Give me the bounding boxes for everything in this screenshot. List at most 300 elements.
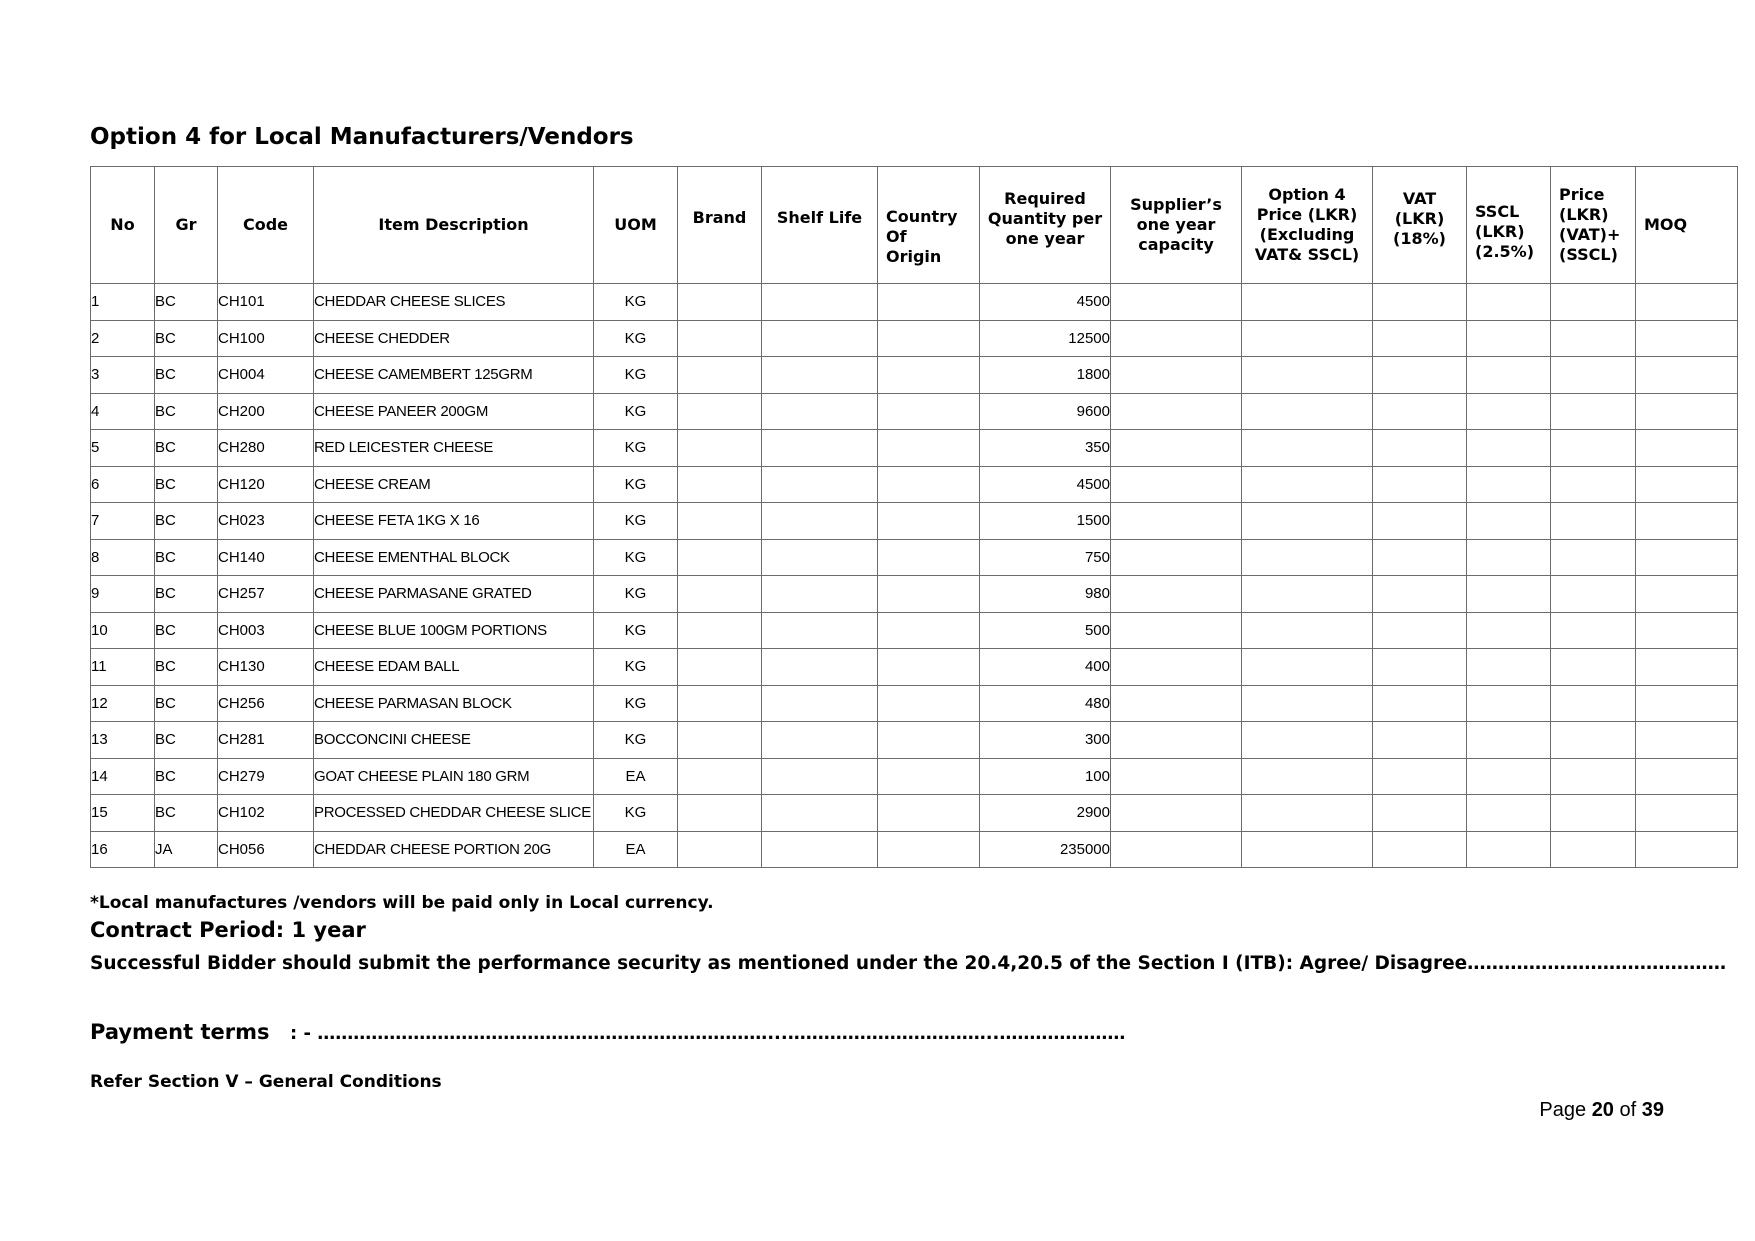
cell-no: 11 xyxy=(91,649,155,686)
header-option4-line-2: Price (LKR) xyxy=(1256,205,1358,224)
cell-moq xyxy=(1636,722,1738,759)
cell-item-description: CHEESE EMENTHAL BLOCK xyxy=(314,539,594,576)
items-table xyxy=(90,166,1738,868)
cell-option4-price xyxy=(1242,503,1373,540)
cell-brand xyxy=(678,357,762,394)
cell-supplier-capacity xyxy=(1111,649,1242,686)
table-row xyxy=(91,393,1738,430)
cell-supplier-capacity xyxy=(1111,576,1242,613)
cell-gr: BC xyxy=(155,284,218,321)
cell-code: CH100 xyxy=(218,320,314,357)
header-option4-line-1: Option 4 xyxy=(1268,185,1346,204)
cell-gr: BC xyxy=(155,320,218,357)
header-country-of-origin xyxy=(878,167,980,284)
cell-code: CH003 xyxy=(218,612,314,649)
cell-brand xyxy=(678,576,762,613)
cell-sscl xyxy=(1467,758,1551,795)
cell-shelf-life xyxy=(762,649,878,686)
cell-shelf-life xyxy=(762,284,878,321)
cell-shelf-life xyxy=(762,576,878,613)
cell-item-description: CHEESE CAMEMBERT 125GRM xyxy=(314,357,594,394)
cell-vat xyxy=(1373,722,1467,759)
cell-code: CH023 xyxy=(218,503,314,540)
cell-item-description: CHEESE CHEDDER xyxy=(314,320,594,357)
cell-brand xyxy=(678,831,762,868)
cell-shelf-life xyxy=(762,539,878,576)
cell-sscl xyxy=(1467,576,1551,613)
page-current: 20 xyxy=(1591,1099,1614,1121)
cell-no: 9 xyxy=(91,576,155,613)
header-country-line-3: Origin xyxy=(886,247,942,266)
table-row xyxy=(91,795,1738,832)
cell-item-description: CHEESE PANEER 200GM xyxy=(314,393,594,430)
contract-period: Contract Period: 1 year xyxy=(90,918,366,942)
cell-shelf-life xyxy=(762,612,878,649)
cell-vat xyxy=(1373,284,1467,321)
cell-price-total xyxy=(1551,284,1636,321)
cell-option4-price xyxy=(1242,795,1373,832)
header-country-line-2: Of xyxy=(886,227,907,246)
cell-item-description: CHEESE CREAM xyxy=(314,466,594,503)
cell-option4-price xyxy=(1242,612,1373,649)
cell-vat xyxy=(1373,430,1467,467)
header-sscl-line-1: SSCL xyxy=(1475,202,1520,221)
cell-uom: KG xyxy=(594,393,678,430)
cell-price-total xyxy=(1551,320,1636,357)
cell-uom: KG xyxy=(594,357,678,394)
cell-uom: KG xyxy=(594,320,678,357)
cell-country-of-origin xyxy=(878,612,980,649)
cell-shelf-life xyxy=(762,320,878,357)
cell-code: CH200 xyxy=(218,393,314,430)
cell-uom: KG xyxy=(594,685,678,722)
cell-gr: BC xyxy=(155,503,218,540)
table-row xyxy=(91,320,1738,357)
cell-country-of-origin xyxy=(878,466,980,503)
cell-no: 3 xyxy=(91,357,155,394)
cell-country-of-origin xyxy=(878,539,980,576)
header-option4-line-4: VAT& SSCL) xyxy=(1254,245,1360,264)
cell-gr: BC xyxy=(155,649,218,686)
cell-country-of-origin xyxy=(878,503,980,540)
cell-brand xyxy=(678,758,762,795)
cell-supplier-capacity xyxy=(1111,503,1242,540)
performance-security-statement: Successful Bidder should submit the performance security as mentioned under the 20.4,20.5 of the Section I (ITB): Agree/ Disagree…………………………………… xyxy=(90,953,1727,974)
header-uom: UOM xyxy=(594,167,678,284)
cell-vat xyxy=(1373,466,1467,503)
cell-option4-price xyxy=(1242,649,1373,686)
cell-required-quantity: 300 xyxy=(980,722,1111,759)
cell-code: CH056 xyxy=(218,831,314,868)
cell-country-of-origin xyxy=(878,393,980,430)
cell-uom: KG xyxy=(594,795,678,832)
header-option4-price xyxy=(1242,167,1373,284)
table-row xyxy=(91,357,1738,394)
cell-shelf-life xyxy=(762,393,878,430)
header-vat-line-3: (18%) xyxy=(1393,229,1446,248)
cell-sscl xyxy=(1467,722,1551,759)
table-row xyxy=(91,430,1738,467)
header-price-total xyxy=(1551,167,1636,284)
cell-gr: BC xyxy=(155,357,218,394)
cell-moq xyxy=(1636,576,1738,613)
cell-sscl xyxy=(1467,430,1551,467)
cell-required-quantity: 1800 xyxy=(980,357,1111,394)
cell-no: 6 xyxy=(91,466,155,503)
cell-vat xyxy=(1373,357,1467,394)
cell-uom: EA xyxy=(594,758,678,795)
cell-option4-price xyxy=(1242,393,1373,430)
cell-moq xyxy=(1636,357,1738,394)
cell-moq xyxy=(1636,649,1738,686)
page-middle: of xyxy=(1619,1099,1637,1121)
cell-gr: BC xyxy=(155,539,218,576)
cell-sscl xyxy=(1467,320,1551,357)
local-currency-note: *Local manufactures /vendors will be paid only in Local currency. xyxy=(90,893,714,913)
table-row xyxy=(91,284,1738,321)
header-required-quantity xyxy=(980,167,1111,284)
cell-option4-price xyxy=(1242,758,1373,795)
cell-gr: BC xyxy=(155,430,218,467)
page-prefix: Page xyxy=(1539,1099,1587,1121)
cell-price-total xyxy=(1551,831,1636,868)
cell-uom: KG xyxy=(594,539,678,576)
payment-terms-label: Payment terms xyxy=(90,1020,270,1044)
cell-vat xyxy=(1373,576,1467,613)
cell-supplier-capacity xyxy=(1111,685,1242,722)
cell-country-of-origin xyxy=(878,649,980,686)
cell-shelf-life xyxy=(762,795,878,832)
cell-moq xyxy=(1636,758,1738,795)
header-option4-line-3: (Excluding xyxy=(1259,225,1355,244)
cell-country-of-origin xyxy=(878,430,980,467)
cell-item-description: GOAT CHEESE PLAIN 180 GRM xyxy=(314,758,594,795)
table-row xyxy=(91,576,1738,613)
payment-terms xyxy=(90,1020,1125,1044)
cell-option4-price xyxy=(1242,685,1373,722)
cell-required-quantity: 4500 xyxy=(980,284,1111,321)
cell-sscl xyxy=(1467,466,1551,503)
cell-brand xyxy=(678,722,762,759)
header-supplier-capacity xyxy=(1111,167,1242,284)
cell-country-of-origin xyxy=(878,320,980,357)
cell-no: 8 xyxy=(91,539,155,576)
cell-price-total xyxy=(1551,576,1636,613)
header-code: Code xyxy=(218,167,314,284)
cell-sscl xyxy=(1467,649,1551,686)
cell-moq xyxy=(1636,685,1738,722)
header-price-line-2: (LKR) xyxy=(1559,205,1609,224)
cell-brand xyxy=(678,393,762,430)
cell-sscl xyxy=(1467,795,1551,832)
cell-option4-price xyxy=(1242,320,1373,357)
cell-required-quantity: 100 xyxy=(980,758,1111,795)
cell-brand xyxy=(678,430,762,467)
cell-brand xyxy=(678,466,762,503)
cell-brand xyxy=(678,503,762,540)
table-body xyxy=(91,284,1738,868)
cell-required-quantity: 9600 xyxy=(980,393,1111,430)
cell-sscl xyxy=(1467,685,1551,722)
cell-supplier-capacity xyxy=(1111,357,1242,394)
cell-option4-price xyxy=(1242,357,1373,394)
cell-brand xyxy=(678,612,762,649)
cell-uom: KG xyxy=(594,649,678,686)
cell-brand xyxy=(678,795,762,832)
header-moq: MOQ xyxy=(1636,167,1738,284)
cell-required-quantity: 750 xyxy=(980,539,1111,576)
header-vat-line-2: (LKR) xyxy=(1394,209,1445,228)
cell-no: 5 xyxy=(91,430,155,467)
cell-required-quantity: 980 xyxy=(980,576,1111,613)
header-country-line-1: Country xyxy=(886,207,958,226)
cell-required-quantity: 480 xyxy=(980,685,1111,722)
cell-brand xyxy=(678,284,762,321)
cell-price-total xyxy=(1551,795,1636,832)
cell-shelf-life xyxy=(762,430,878,467)
cell-supplier-capacity xyxy=(1111,284,1242,321)
cell-vat xyxy=(1373,758,1467,795)
cell-gr: BC xyxy=(155,466,218,503)
table-row xyxy=(91,685,1738,722)
cell-code: CH130 xyxy=(218,649,314,686)
cell-shelf-life xyxy=(762,503,878,540)
header-item-description: Item Description xyxy=(314,167,594,284)
header-vat-line-1: VAT xyxy=(1402,189,1437,208)
cell-supplier-capacity xyxy=(1111,320,1242,357)
cell-vat xyxy=(1373,831,1467,868)
cell-brand xyxy=(678,539,762,576)
cell-sscl xyxy=(1467,831,1551,868)
cell-option4-price xyxy=(1242,576,1373,613)
cell-supplier-capacity xyxy=(1111,831,1242,868)
cell-brand xyxy=(678,320,762,357)
header-sscl-line-2: (LKR) xyxy=(1475,222,1525,241)
cell-no: 10 xyxy=(91,612,155,649)
cell-moq xyxy=(1636,320,1738,357)
cell-option4-price xyxy=(1242,466,1373,503)
cell-no: 16 xyxy=(91,831,155,868)
page-total: 39 xyxy=(1641,1099,1664,1121)
cell-uom: KG xyxy=(594,284,678,321)
header-gr: Gr xyxy=(155,167,218,284)
cell-item-description: BOCCONCINI CHEESE xyxy=(314,722,594,759)
cell-price-total xyxy=(1551,539,1636,576)
header-no: No xyxy=(91,167,155,284)
cell-country-of-origin xyxy=(878,722,980,759)
header-price-line-3: (VAT)+ xyxy=(1559,225,1621,244)
cell-moq xyxy=(1636,503,1738,540)
cell-supplier-capacity xyxy=(1111,612,1242,649)
cell-no: 1 xyxy=(91,284,155,321)
cell-no: 7 xyxy=(91,503,155,540)
cell-required-quantity: 500 xyxy=(980,612,1111,649)
cell-code: CH281 xyxy=(218,722,314,759)
cell-shelf-life xyxy=(762,466,878,503)
header-sscl xyxy=(1467,167,1551,284)
cell-no: 12 xyxy=(91,685,155,722)
cell-gr: BC xyxy=(155,685,218,722)
cell-vat xyxy=(1373,320,1467,357)
cell-no: 4 xyxy=(91,393,155,430)
cell-item-description: CHEESE EDAM BALL xyxy=(314,649,594,686)
table-row xyxy=(91,831,1738,868)
header-required-line-3: one year xyxy=(1005,229,1085,248)
cell-code: CH004 xyxy=(218,357,314,394)
cell-item-description: PROCESSED CHEDDAR CHEESE SLICE xyxy=(314,795,594,832)
cell-item-description: CHEESE FETA 1KG X 16 xyxy=(314,503,594,540)
cell-vat xyxy=(1373,795,1467,832)
page-number xyxy=(1539,1099,1664,1122)
cell-country-of-origin xyxy=(878,284,980,321)
cell-price-total xyxy=(1551,649,1636,686)
cell-sscl xyxy=(1467,284,1551,321)
header-price-line-1: Price xyxy=(1559,185,1605,204)
cell-uom: KG xyxy=(594,722,678,759)
cell-vat xyxy=(1373,503,1467,540)
cell-country-of-origin xyxy=(878,795,980,832)
cell-sscl xyxy=(1467,357,1551,394)
header-supplier-line-3: capacity xyxy=(1138,235,1214,254)
cell-country-of-origin xyxy=(878,357,980,394)
cell-brand xyxy=(678,649,762,686)
cell-price-total xyxy=(1551,722,1636,759)
cell-moq xyxy=(1636,831,1738,868)
cell-gr: BC xyxy=(155,393,218,430)
cell-code: CH280 xyxy=(218,430,314,467)
header-price-line-4: (SSCL) xyxy=(1559,245,1618,264)
payment-terms-blank: : - …………………………………………………………………...……………………………..………………… xyxy=(290,1023,1126,1044)
cell-option4-price xyxy=(1242,284,1373,321)
cell-price-total xyxy=(1551,685,1636,722)
cell-shelf-life xyxy=(762,758,878,795)
cell-no: 2 xyxy=(91,320,155,357)
cell-supplier-capacity xyxy=(1111,758,1242,795)
header-required-line-2: Quantity per xyxy=(987,209,1103,228)
cell-item-description: CHEESE PARMASANE GRATED xyxy=(314,576,594,613)
cell-moq xyxy=(1636,393,1738,430)
cell-supplier-capacity xyxy=(1111,722,1242,759)
cell-sscl xyxy=(1467,539,1551,576)
table-row xyxy=(91,758,1738,795)
cell-vat xyxy=(1373,393,1467,430)
header-required-line-1: Required xyxy=(1004,189,1086,208)
cell-no: 15 xyxy=(91,795,155,832)
header-vat xyxy=(1373,167,1467,284)
cell-gr: JA xyxy=(155,831,218,868)
cell-item-description: CHEDDAR CHEESE PORTION 20G xyxy=(314,831,594,868)
cell-price-total xyxy=(1551,357,1636,394)
cell-option4-price xyxy=(1242,430,1373,467)
cell-shelf-life xyxy=(762,831,878,868)
cell-code: CH257 xyxy=(218,576,314,613)
cell-option4-price xyxy=(1242,722,1373,759)
cell-code: CH101 xyxy=(218,284,314,321)
cell-required-quantity: 1500 xyxy=(980,503,1111,540)
cell-item-description: RED LEICESTER CHEESE xyxy=(314,430,594,467)
cell-country-of-origin xyxy=(878,576,980,613)
cell-required-quantity: 350 xyxy=(980,430,1111,467)
cell-moq xyxy=(1636,539,1738,576)
cell-item-description: CHEDDAR CHEESE SLICES xyxy=(314,284,594,321)
cell-required-quantity: 235000 xyxy=(980,831,1111,868)
cell-uom: KG xyxy=(594,612,678,649)
cell-price-total xyxy=(1551,430,1636,467)
cell-country-of-origin xyxy=(878,758,980,795)
cell-uom: EA xyxy=(594,831,678,868)
cell-price-total xyxy=(1551,393,1636,430)
cell-price-total xyxy=(1551,612,1636,649)
header-supplier-line-1: Supplier’s xyxy=(1130,195,1222,214)
cell-gr: BC xyxy=(155,758,218,795)
cell-required-quantity: 400 xyxy=(980,649,1111,686)
header-shelf-life: Shelf Life xyxy=(762,167,878,284)
cell-required-quantity: 4500 xyxy=(980,466,1111,503)
cell-option4-price xyxy=(1242,831,1373,868)
cell-gr: BC xyxy=(155,722,218,759)
cell-sscl xyxy=(1467,503,1551,540)
cell-gr: BC xyxy=(155,576,218,613)
cell-code: CH120 xyxy=(218,466,314,503)
header-supplier-line-2: one year xyxy=(1136,215,1216,234)
header-sscl-line-3: (2.5%) xyxy=(1475,242,1534,261)
table-header-row xyxy=(91,167,1738,284)
cell-moq xyxy=(1636,466,1738,503)
cell-item-description: CHEESE BLUE 100GM PORTIONS xyxy=(314,612,594,649)
cell-moq xyxy=(1636,795,1738,832)
cell-price-total xyxy=(1551,503,1636,540)
cell-supplier-capacity xyxy=(1111,466,1242,503)
cell-supplier-capacity xyxy=(1111,393,1242,430)
cell-uom: KG xyxy=(594,466,678,503)
cell-uom: KG xyxy=(594,576,678,613)
refer-general-conditions: Refer Section V – General Conditions xyxy=(90,1072,442,1092)
table-row xyxy=(91,612,1738,649)
cell-code: CH140 xyxy=(218,539,314,576)
cell-sscl xyxy=(1467,612,1551,649)
cell-price-total xyxy=(1551,758,1636,795)
cell-country-of-origin xyxy=(878,831,980,868)
cell-brand xyxy=(678,685,762,722)
cell-no: 14 xyxy=(91,758,155,795)
cell-supplier-capacity xyxy=(1111,430,1242,467)
cell-vat xyxy=(1373,649,1467,686)
table-row xyxy=(91,722,1738,759)
cell-gr: BC xyxy=(155,795,218,832)
cell-required-quantity: 12500 xyxy=(980,320,1111,357)
header-brand: Brand xyxy=(678,167,762,284)
cell-code: CH102 xyxy=(218,795,314,832)
cell-sscl xyxy=(1467,393,1551,430)
cell-code: CH256 xyxy=(218,685,314,722)
table-row xyxy=(91,539,1738,576)
cell-shelf-life xyxy=(762,357,878,394)
cell-shelf-life xyxy=(762,685,878,722)
cell-code: CH279 xyxy=(218,758,314,795)
cell-moq xyxy=(1636,612,1738,649)
cell-required-quantity: 2900 xyxy=(980,795,1111,832)
cell-vat xyxy=(1373,612,1467,649)
cell-no: 13 xyxy=(91,722,155,759)
cell-vat xyxy=(1373,539,1467,576)
cell-shelf-life xyxy=(762,722,878,759)
cell-uom: KG xyxy=(594,430,678,467)
page-heading: Option 4 for Local Manufacturers/Vendors xyxy=(90,124,634,150)
table-row xyxy=(91,649,1738,686)
cell-moq xyxy=(1636,430,1738,467)
cell-item-description: CHEESE PARMASAN BLOCK xyxy=(314,685,594,722)
cell-supplier-capacity xyxy=(1111,795,1242,832)
